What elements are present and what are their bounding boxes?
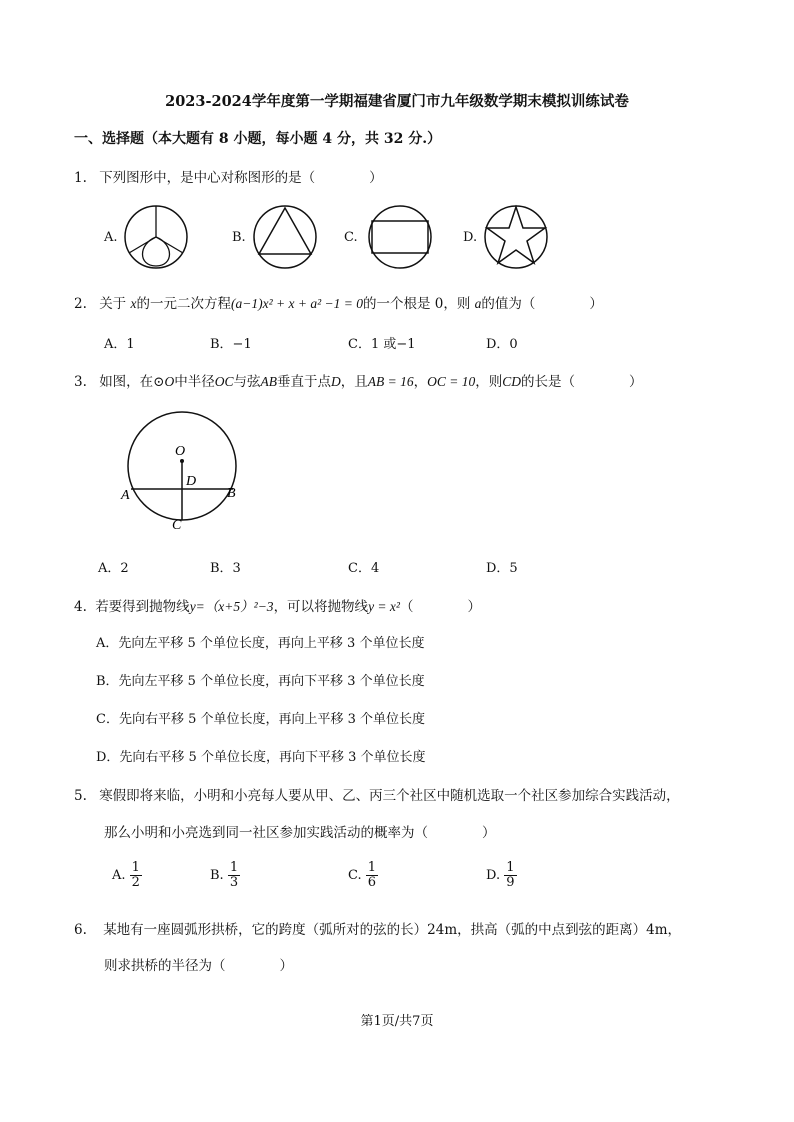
question-3: 3. 如图，在⊙O中半径OC与弦AB垂直于点D，且AB = 16，OC = 10，则CD的长是（ ）: [74, 374, 643, 390]
option-d: D．先向右平移 5 个单位长度，再向下平移 3 个单位长度: [96, 750, 426, 765]
option-c: C．1 或−1: [348, 337, 416, 352]
page-footer: 第1页/共7页: [360, 1014, 434, 1029]
question-number: 4.: [74, 599, 87, 615]
question-5: 5. 寒假即将来临，小明和小亮每人要从甲、乙、丙三个社区中随机选取一个社区参加综合实践活动，: [74, 788, 680, 804]
question-text: 下列图形中，是中心对称图形的是（ ）: [99, 170, 383, 186]
option-b: B. $\frac{1}{3}$: [210, 860, 239, 890]
option-c-label: C.: [344, 230, 358, 245]
option-c: C．4: [348, 561, 380, 576]
equation: y=（x+5）²−3: [189, 599, 274, 614]
fraction: $\frac{1}{9}$: [506, 860, 515, 890]
question-4: 4. 若要得到抛物线y=（x+5）²−3，可以将抛物线y = x²（ ）: [74, 599, 481, 615]
figure-circle-star: [483, 204, 549, 270]
center-point: [180, 459, 184, 463]
label-c: C: [172, 518, 182, 533]
option-a: A．先向左平移 5 个单位长度，再向上平移 3 个单位长度: [96, 636, 425, 651]
option-d: D．5: [486, 561, 518, 576]
question-5-line-2: 那么小明和小亮选到同一社区参加实践活动的概率为（ ）: [104, 825, 496, 841]
option-a: A．1: [104, 337, 135, 352]
section-heading: 一、选择题（本大题有 8 小题，每小题 4 分，共 32 分.）: [74, 131, 442, 147]
option-a: A. $\frac{1}{2}$: [112, 860, 140, 890]
figure-circle-rectangle: [367, 204, 433, 270]
question-number: 6.: [74, 922, 87, 938]
question-number: 2.: [74, 296, 87, 312]
figure-three-arcs: [123, 204, 189, 270]
fraction: $\frac{1}{2}$: [131, 860, 140, 890]
label-o: O: [175, 444, 186, 459]
question-2: 2. 关于 x的一元二次方程(a−1)x² + x + a² −1 = 0的一个根是 0，则 a的值为（ ）: [74, 296, 603, 312]
question-number: 3.: [74, 374, 87, 390]
option-b: B．−1: [210, 337, 252, 352]
option-a-label: A.: [104, 230, 118, 245]
option-a: A．2: [98, 561, 129, 576]
option-b: B．先向左平移 5 个单位长度，再向下平移 3 个单位长度: [96, 674, 425, 689]
fraction: $\frac{1}{3}$: [229, 860, 239, 890]
label-d: D: [186, 474, 197, 489]
question-number: 1.: [74, 170, 87, 186]
fraction: $\frac{1}{6}$: [367, 860, 377, 890]
label-b: B: [227, 486, 236, 501]
figure-circle-triangle: [252, 204, 318, 270]
question-6: 6. 某地有一座圆弧形拱桥，它的跨度（弧所对的弦的长）24m，拱高（弧的中点到弦的距离）4m，: [74, 922, 682, 938]
option-c: C. $\frac{1}{6}$: [348, 860, 377, 890]
label-a: A: [121, 488, 130, 503]
option-b-label: B.: [232, 230, 246, 245]
option-d-label: D.: [463, 230, 478, 245]
question-number: 5.: [74, 788, 87, 804]
question-6-line-2: 则求拱桥的半径为（ ）: [104, 958, 293, 974]
option-c: C．先向右平移 5 个单位长度，再向上平移 3 个单位长度: [96, 712, 426, 727]
question-1: [74, 166, 383, 186]
figure-circle-chord: [110, 405, 260, 535]
equation: (a−1)x² + x + a² −1 = 0: [230, 296, 363, 311]
equation: y = x²: [368, 599, 400, 614]
option-b: B．3: [210, 561, 241, 576]
page-title: 2023-2024学年度第一学期福建省厦门市九年级数学期末模拟训练试卷: [165, 93, 629, 110]
option-d: D. $\frac{1}{9}$: [486, 860, 515, 890]
option-d: D．0: [486, 337, 518, 352]
